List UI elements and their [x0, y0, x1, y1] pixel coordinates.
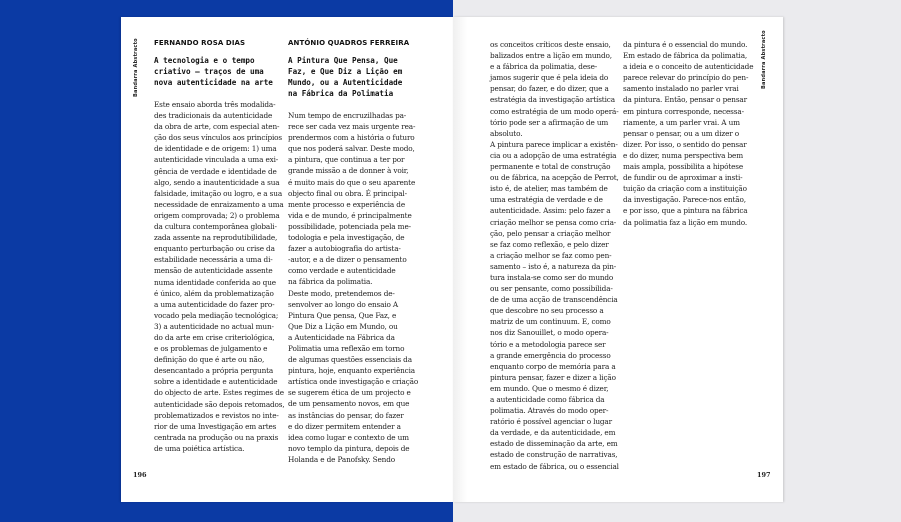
text-line: a autenticidade como fábrica da — [490, 395, 605, 404]
text-line: tuição da criação com a instituição — [623, 184, 747, 194]
essay-title — [288, 55, 420, 99]
essay-title — [154, 55, 286, 88]
text-line: absoluto. — [490, 128, 523, 138]
text-line: da pintura. Então, pensar o pensar — [623, 95, 747, 105]
page-number-right: 197 — [757, 471, 771, 479]
text-line: da polimatia faz a lição em mundo. — [623, 217, 748, 227]
text-line: Polimatia uma reflexão em torno — [288, 343, 405, 353]
text-line: como verdade e autenticidade — [288, 266, 396, 276]
text-line: Num tempo de encruzilhadas pa- — [288, 111, 407, 120]
text-line: algo, sendo a inautenticidade a sua — [154, 177, 280, 187]
text-line: jamos sugerir que é pela ideia do — [490, 73, 609, 83]
text-line: estado de construção de narrativas, — [490, 450, 618, 460]
text-line: é muito mais do que o seu aparente — [288, 177, 416, 187]
text-line: em estado de fábrica, ou o essencial — [490, 461, 619, 471]
essay-abstract-continued — [490, 39, 619, 472]
text-line: falsidade, imitação ou logro, e a sua — [154, 188, 283, 198]
text-line: em mundo. Que o mesmo é dizer, — [490, 383, 609, 393]
text-line: uma estratégia de verdade e de — [490, 195, 603, 205]
text-line: e do dizer permitem entender a — [288, 421, 401, 431]
text-line: enquanto corpo de memória para a — [490, 361, 616, 371]
text-line: Holanda e de Panofsky. Sendo — [288, 454, 395, 464]
text-line: de fundir ou de aproximar a insti- — [623, 173, 743, 183]
text-line: Pintura Que pensa, Que Faz, e — [288, 310, 397, 320]
text-line: origem comprovada; 2) o problema — [154, 210, 280, 220]
text-line: possibilidade, potenciada pela me- — [288, 221, 411, 231]
essay-abstract — [288, 110, 422, 465]
title-line: Faz, e Que Diz a Lição em — [288, 67, 403, 76]
text-line: rior de uma Investigação em artes — [154, 421, 277, 431]
text-line: pensar, do fazer, e do dizer, que a — [490, 84, 609, 94]
text-line: Este ensaio aborda três modalida- — [154, 100, 276, 109]
text-line: na fábrica da polimatia. — [288, 277, 373, 287]
text-line: rece ser cada vez mais urgente rea- — [288, 122, 416, 132]
text-line: grande missão a de donner à voir, — [288, 166, 409, 176]
text-line: a criação melhor se faz como pen- — [490, 250, 612, 260]
text-line: da cultura contemporânea globali- — [154, 222, 277, 232]
text-line: a ideia e o conceito de autenticidade — [623, 62, 754, 72]
essay-abstract-continued — [623, 39, 754, 228]
text-line: permanente e total de construção — [490, 162, 611, 172]
page-number-left: 196 — [133, 471, 147, 479]
text-line: de um pensamento novos, em que — [288, 399, 410, 409]
text-line: samento – isto é, a natureza da pin- — [490, 261, 617, 271]
text-line: problematizados e revistos no inte- — [154, 410, 279, 420]
right-page — [453, 17, 783, 502]
text-line: nos diz Sanouillet, o modo opera- — [490, 328, 609, 338]
text-line: fazer a autobiografia do artista- — [288, 244, 401, 254]
text-line: ou de fábrica, na acepção de Perrot, — [490, 173, 619, 183]
running-head-right: Bandarra Abstracto — [761, 30, 767, 89]
text-line: mensão de autenticidade assente — [154, 266, 273, 276]
text-line: da pintura é o essencial do mundo. — [623, 40, 748, 49]
text-line: centrada na produção ou na praxis — [154, 432, 279, 442]
text-line: prendermos com a história o futuro — [288, 133, 415, 143]
text-line: Em estado de fábrica da polimatia, — [623, 51, 748, 61]
left-page — [121, 17, 453, 502]
text-line: ou ser pensante, como possibilida- — [490, 284, 613, 294]
title-line: na Fábrica da Polimatia — [288, 89, 394, 98]
text-line: vocado pela mediação tecnológica; — [154, 310, 279, 320]
text-line: novo templo da pintura, depois de — [288, 443, 410, 453]
title-line: Mundo, ou a Autenticidade — [288, 78, 403, 87]
text-line: da verdade, e da autenticidade, em — [490, 428, 616, 438]
text-line: de uma poiética artística. — [154, 443, 245, 453]
text-line: se faz como reflexão, e pelo dizer — [490, 239, 609, 249]
text-line: a Autenticidade na Fábrica da — [288, 332, 395, 342]
text-line: idea como lugar e contexto de um — [288, 432, 409, 442]
title-line: criativo – traços de uma — [154, 67, 264, 76]
text-line: mais ampla, possibilita a hipótese — [623, 162, 744, 172]
text-line: dizer. Por isso, o sentido do pensar — [623, 139, 747, 149]
text-line: ratório é possível agenciar o lugar — [490, 417, 612, 427]
text-line: balizados entre a lição em mundo, — [490, 51, 612, 61]
text-line: a grande emergência do processo — [490, 350, 611, 360]
author-name: ANTÓNIO QUADROS FERREIRA — [288, 39, 410, 47]
text-line: objecto final ou obra. É principal- — [288, 188, 407, 198]
text-line: a pintura, que continua a ter por — [288, 155, 405, 165]
text-line: autenticidade. Assim: pelo fazer a — [490, 206, 611, 216]
text-line: as instâncias do pensar, do fazer — [288, 410, 404, 420]
text-line: que nos poderá salvar. Deste modo, — [288, 144, 415, 154]
text-line: Deste modo, pretendemos de- — [288, 288, 395, 298]
text-line: e por isso, que a pintura na fábrica — [623, 206, 748, 216]
text-line: polimatia. Através do modo oper- — [490, 406, 609, 416]
title-line: A Pintura Que Pensa, Que — [288, 56, 398, 65]
text-line: parece relevar do princípio do pen- — [623, 73, 749, 83]
essay-abstract — [154, 99, 284, 454]
text-line: Que Diz a Lição em Mundo, ou — [288, 321, 398, 331]
text-line: definição do que é arte ou não, — [154, 355, 265, 365]
text-line: criação melhor se pensa como cria- — [490, 217, 617, 227]
text-line: do objecto de arte. Estes regimes de — [154, 388, 284, 398]
text-line: de identidade e de origem: 1) uma — [154, 144, 277, 154]
title-line: nova autenticidade na arte — [154, 78, 273, 87]
text-line: A pintura parece implicar a existên- — [490, 139, 618, 149]
text-line: zada assente na reprodutibilidade, — [154, 233, 278, 243]
text-line: ção, pelo pensar a criação melhor — [490, 228, 611, 238]
text-line: da obra de arte, com especial aten- — [154, 122, 280, 132]
text-line: em pintura corresponde, necessa- — [623, 106, 744, 116]
text-line: e a fábrica da polimatia, dese- — [490, 62, 598, 72]
text-line: autenticidade vinculada a uma exi- — [154, 155, 279, 165]
text-line: desencantado a própria pergunta — [154, 366, 274, 376]
text-line: os conceitos críticos deste ensaio, — [490, 40, 611, 49]
text-line: todologia e pela investigação, de — [288, 233, 405, 243]
text-line: senvolver ao longo do ensaio A — [288, 299, 399, 309]
text-line: a uma autenticidade do fazer pro- — [154, 299, 275, 309]
text-line: samento instalado no parler vrai — [623, 84, 739, 94]
text-line: cia ou a adopção de uma estratégia — [490, 150, 617, 160]
text-line: pintura, hoje, enquanto experiência — [288, 366, 415, 376]
text-line: e do dizer, numa perspectiva bem — [623, 150, 743, 160]
text-line: -autor, e a de dizer o pensamento — [288, 255, 407, 265]
text-line: de algumas questões essenciais da — [288, 355, 412, 365]
running-head-left: Bandarra Abstracto — [133, 38, 139, 97]
text-line: da investigação. Parece-nos então, — [623, 195, 746, 205]
text-line: estado de disseminação da arte, em — [490, 439, 618, 449]
text-line: 3) a autenticidade no actual mun- — [154, 321, 274, 331]
text-line: enquanto perturbação ou crise da — [154, 244, 275, 254]
text-line: vida e de mundo, é principalmente — [288, 210, 412, 220]
text-line: isto é, de atelier, mas também de — [490, 184, 608, 194]
text-line: se sugerem ética de um projecto e — [288, 388, 411, 398]
text-line: necessidade de enraizamento a uma — [154, 199, 284, 209]
text-line: artística onde investigação e criação — [288, 377, 419, 387]
text-line: tório pode ser a afirmação de um — [490, 117, 609, 127]
text-line: que descobre no seu processo a — [490, 306, 604, 316]
text-line: autenticidade são depois retomados, — [154, 399, 285, 409]
text-line: estratégia da investigação artística — [490, 95, 615, 105]
text-line: de de uma acção de transcendência — [490, 295, 618, 305]
text-line: des tradicionais da autenticidade — [154, 111, 273, 121]
text-line: ção dos seus vínculos aos princípios — [154, 133, 283, 143]
text-line: pintura pensar, fazer e dizer a lição — [490, 372, 616, 382]
text-line: e os problemas de julgamento e — [154, 344, 268, 354]
text-line: numa identidade conferida ao que — [154, 277, 276, 287]
text-line: do da arte em crise criteriológica, — [154, 332, 275, 342]
text-line: tório e a metodologia parece ser — [490, 339, 606, 349]
author-name: FERNANDO ROSA DIAS — [154, 39, 246, 47]
text-line: matriz de um continuum. E, como — [490, 317, 611, 327]
text-line: riamente, a um parler vrai. A um — [623, 117, 740, 127]
text-line: é único, além da problematização — [154, 288, 274, 298]
text-line: pensar o pensar, ou a um dizer o — [623, 128, 740, 138]
text-line: estabilidade necessária a uma di- — [154, 255, 273, 265]
text-line: mente processo e experiência de — [288, 199, 405, 209]
text-line: sobre a identidade e autenticidade — [154, 377, 278, 387]
title-line: A tecnologia e o tempo — [154, 56, 255, 65]
text-line: tura instala-se como ser do mundo — [490, 272, 614, 282]
text-line: como estratégia de um modo operá- — [490, 106, 619, 116]
text-line: gência de verdade e identidade de — [154, 166, 277, 176]
